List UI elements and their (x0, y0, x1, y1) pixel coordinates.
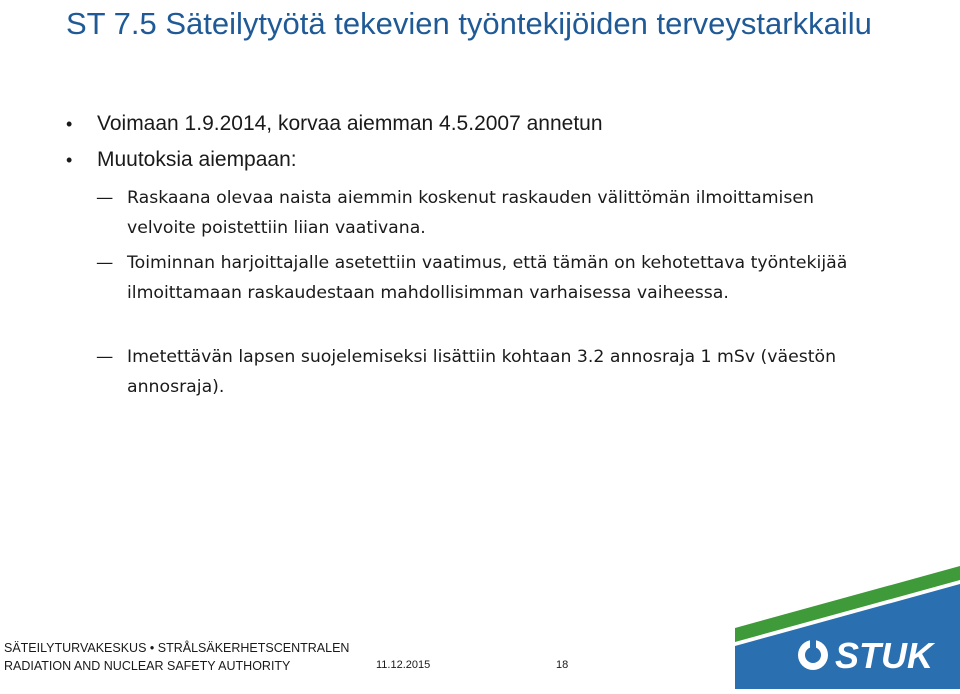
sub-bullet-item (96, 183, 856, 243)
dash-marker: — (96, 253, 114, 273)
bullet-text: Voimaan 1.9.2014, korvaa aiemman 4.5.2007 annetun (97, 112, 603, 135)
bullet-marker: • (66, 114, 73, 134)
bullet-text: Muutoksia aiempaan: (97, 148, 297, 171)
sub-bullet-text: Raskaana olevaa naista aiemmin koskenut raskauden välittömän ilmoittamisen velvoite poistettiin liian vaativana. (127, 188, 814, 238)
dash-marker: — (96, 347, 114, 367)
footer-org-line1: SÄTEILYTURVAKESKUS • STRÅLSÄKERHETSCENTRALEN (4, 641, 350, 655)
sub-bullet-item (96, 342, 856, 402)
dash-marker: — (96, 188, 114, 208)
sub-bullet-text: Imetettävän lapsen suojelemiseksi lisättiin kohtaan 3.2 annosraja 1 mSv (väestön annosraja). (127, 347, 837, 397)
logo-text: STUK (835, 635, 933, 676)
sub-bullet-text: Toiminnan harjoittajalle asetettiin vaatimus, että tämän on kehotettava työntekijää ilmoittamaan raskaudestaan mahdollisimman varhaisessa vaiheessa. (127, 253, 848, 303)
stuk-logo (735, 566, 960, 689)
sub-bullet-item (96, 248, 856, 308)
footer-org-line2: RADIATION AND NUCLEAR SAFETY AUTHORITY (4, 659, 291, 673)
footer-date: 11.12.2015 (376, 659, 431, 671)
slide-title: ST 7.5 Säteilytyötä tekevien työntekijöiden terveystarkkailu (66, 6, 872, 41)
page-number: 18 (556, 659, 569, 671)
bullet-marker: • (66, 150, 73, 170)
stuk-logo-graphic (735, 566, 960, 689)
